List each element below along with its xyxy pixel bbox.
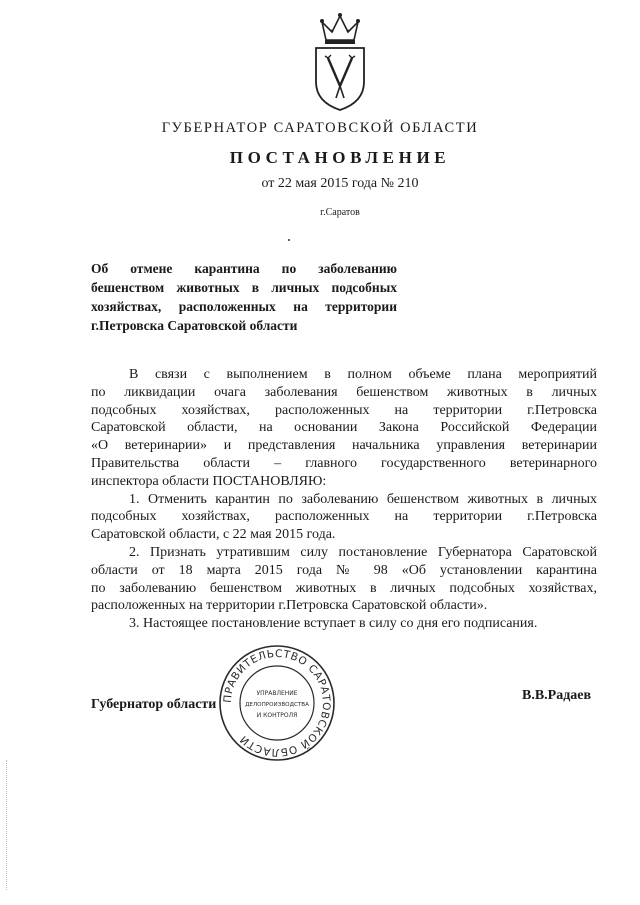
preamble-line: Саратовской области, на основании Закона Российской Федерации (91, 420, 597, 436)
svg-text:И КОНТРОЛЯ: И КОНТРОЛЯ (256, 712, 298, 719)
preamble-line: подсобных хозяйствах, расположенных на территории г.Петровска (91, 402, 597, 418)
official-stamp (218, 644, 336, 762)
document-body (91, 366, 597, 633)
signer-name: В.В.Радаев (522, 688, 592, 703)
issuing-authority: ГУБЕРНАТОР САРАТОВСКОЙ ОБЛАСТИ (161, 120, 479, 136)
signer-title: Губернатор области (91, 697, 217, 712)
scan-speck (288, 239, 290, 241)
preamble-line: «О ветеринарии» и представления начальника управления ветеринарии (91, 438, 597, 454)
scan-margin-mark (6, 760, 9, 890)
subject-line: хозяйствах, расположенных на территории (91, 299, 397, 314)
document-subject (91, 259, 397, 335)
item-2-line: области от 18 марта 2015 года № 98 «Об установлении карантина (91, 562, 597, 578)
preamble-line: В связи с выполнением в полном объеме плана мероприятий (129, 367, 597, 382)
item-1-line: подсобных хозяйствах, расположенных на территории г.Петровска (91, 509, 597, 525)
item-2-line: 2. Признать утратившим силу постановление Губернатора Саратовской (129, 544, 597, 560)
subject-line: Об отмене карантина по заболеванию (91, 261, 397, 276)
item-3-line: 3. Настоящее постановление вступает в силу со дня его подписания. (129, 616, 538, 632)
subject-line: бешенством животных в личных подсобных (91, 280, 397, 295)
item-1-line: 1. Отменить карантин по заболеванию бешенством животных в личных (129, 491, 597, 507)
saratov-coat-of-arms-icon (304, 12, 376, 112)
preamble-line: по ликвидации очага заболевания бешенством животных в личных (91, 384, 597, 400)
subject-line: г.Петровска Саратовской области (91, 318, 298, 333)
document-place: г.Саратов (320, 207, 360, 218)
svg-text:УПРАВЛЕНИЕ: УПРАВЛЕНИЕ (256, 690, 298, 697)
svg-text:ДЕЛОПРОИЗВОДСТВА: ДЕЛОПРОИЗВОДСТВА (245, 702, 309, 708)
svg-text:ПРАВИТЕЛЬСТВО САРАТОВСКОЙ ОБЛА: ПРАВИТЕЛЬСТВО САРАТОВСКОЙ ОБЛАСТИ (221, 647, 333, 759)
preamble-line: Правительства области – главного государственного ветеринарного (91, 455, 597, 471)
preamble-line: инспектора области ПОСТАНОВЛЯЮ: (91, 473, 327, 489)
item-1-line: Саратовской области, с 22 мая 2015 года. (91, 527, 336, 543)
document-type-heading: ПОСТАНОВЛЕНИЕ (229, 148, 451, 167)
item-2-line: расположенных на территории г.Петровска Саратовской области». (91, 598, 488, 614)
item-2-line: по заболеванию бешенством животных в личных подсобных хозяйствах, (91, 580, 597, 596)
document-date-number: от 22 мая 2015 года № 210 (261, 176, 419, 191)
